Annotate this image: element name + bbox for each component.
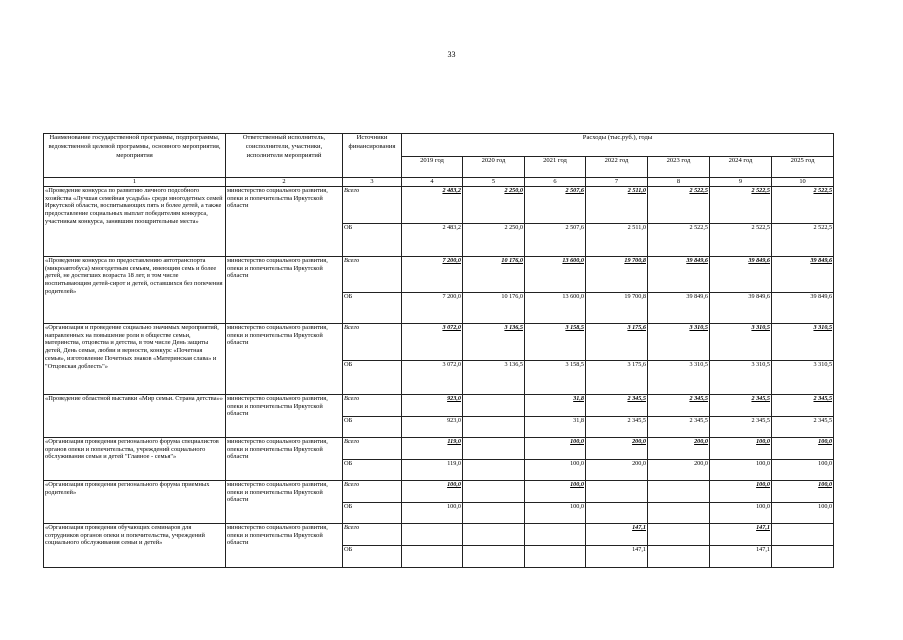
- ob-value: 923,0: [402, 416, 463, 437]
- total-value: 3 136,5: [463, 323, 525, 360]
- ob-value: 200,0: [648, 459, 710, 480]
- column-number: 9: [710, 178, 772, 187]
- ob-value: [648, 502, 710, 523]
- header-name: Наименование государственной программы, подпрограммы, ведомственной целевой программы, основного мероприятия, мероприятия: [44, 134, 226, 178]
- header-executor: Ответственный исполнитель, соисполнители, участники, исполнители мероприятий: [226, 134, 343, 178]
- page-number: 33: [447, 50, 456, 59]
- total-value: 147,1: [586, 523, 648, 545]
- ob-value: 7 200,0: [402, 292, 463, 323]
- ob-value: 3 158,5: [525, 360, 586, 394]
- total-value: 100,0: [402, 480, 463, 502]
- column-number: 1: [44, 178, 226, 187]
- table-row: [44, 394, 834, 416]
- column-number: 4: [402, 178, 463, 187]
- ob-value: 100,0: [772, 459, 834, 480]
- column-number: 7: [586, 178, 648, 187]
- total-value: 100,0: [772, 480, 834, 502]
- executor-name: министерство социального развития, опеки и попечительства Иркутской области: [226, 480, 343, 523]
- total-value: 2 345,5: [710, 394, 772, 416]
- table-body: [44, 186, 834, 567]
- total-value: 39 849,6: [772, 256, 834, 292]
- ob-value: 100,0: [525, 459, 586, 480]
- source-ob-label: ОБ: [343, 416, 402, 437]
- source-total-label: Всего: [343, 394, 402, 416]
- ob-value: 3 175,6: [586, 360, 648, 394]
- header-year: 2025 год: [772, 157, 834, 178]
- source-ob-label: ОБ: [343, 459, 402, 480]
- total-value: 100,0: [710, 480, 772, 502]
- total-value: 3 310,5: [710, 323, 772, 360]
- total-value: 2 345,5: [586, 394, 648, 416]
- total-value: 2 522,5: [772, 186, 834, 223]
- header-year: 2023 год: [648, 157, 710, 178]
- total-value: 2 522,5: [710, 186, 772, 223]
- activity-name: «Проведение областной выставки «Мир семьи. Страна детства»»: [44, 394, 226, 437]
- ob-value: [463, 416, 525, 437]
- executor-name: министерство социального развития, опеки и попечительства Иркутской области: [226, 186, 343, 256]
- header-year: 2021 год: [525, 157, 586, 178]
- activity-name: «Организация и проведение социально значимых мероприятий, направленных на повышение роли в обществе семьи, материнства, отцовства и детства, в том числе День защиты детей, День семьи, любви и верности, конкурс «Почетная семья», изготовление Почетных знаков «Материнская слава» и "Отцовская доблесть"»: [44, 323, 226, 394]
- total-value: 2 483,2: [402, 186, 463, 223]
- total-value: 10 176,0: [463, 256, 525, 292]
- activity-name: «Проведение конкурса по предоставлению автотранспорта (микроавтобуса) многодетным семьям, имеющим семь и более детей, не достигших возраста 18 лет, в том числе воспитывающим детей-сирот и детей, оставшихся без попечения родителей»: [44, 256, 226, 323]
- total-value: 2 345,5: [648, 394, 710, 416]
- activity-name: «Организация проведения регионального форума приемных родителей»: [44, 480, 226, 523]
- ob-value: 119,0: [402, 459, 463, 480]
- total-value: [402, 523, 463, 545]
- ob-value: 2 345,5: [710, 416, 772, 437]
- ob-value: [402, 545, 463, 567]
- ob-value: 19 700,8: [586, 292, 648, 323]
- source-ob-label: ОБ: [343, 292, 402, 323]
- ob-value: 2 522,5: [648, 223, 710, 256]
- table-row: [44, 437, 834, 459]
- ob-value: [772, 545, 834, 567]
- header-year: 2020 год: [463, 157, 525, 178]
- total-value: 200,0: [648, 437, 710, 459]
- ob-value: 2 522,5: [772, 223, 834, 256]
- ob-value: [525, 545, 586, 567]
- total-value: 3 158,5: [525, 323, 586, 360]
- total-value: 3 310,5: [772, 323, 834, 360]
- total-value: 2 345,5: [772, 394, 834, 416]
- ob-value: 2 522,5: [710, 223, 772, 256]
- ob-value: 3 072,0: [402, 360, 463, 394]
- source-ob-label: ОБ: [343, 545, 402, 567]
- source-ob-label: ОБ: [343, 223, 402, 256]
- header-source: Источники финансирования: [343, 134, 402, 178]
- ob-value: [463, 502, 525, 523]
- ob-value: 3 310,5: [648, 360, 710, 394]
- column-number: 2: [226, 178, 343, 187]
- total-value: 13 600,0: [525, 256, 586, 292]
- budget-table: [43, 133, 834, 568]
- total-value: [648, 523, 710, 545]
- total-value: 923,0: [402, 394, 463, 416]
- total-value: 2 250,0: [463, 186, 525, 223]
- ob-value: 31,8: [525, 416, 586, 437]
- header-row: [44, 134, 834, 157]
- ob-value: 147,1: [586, 545, 648, 567]
- ob-value: 13 600,0: [525, 292, 586, 323]
- ob-value: 2 250,0: [463, 223, 525, 256]
- executor-name: министерство социального развития, опеки и попечительства Иркутской области: [226, 256, 343, 323]
- total-value: [463, 480, 525, 502]
- activity-name: «Организация проведения регионального форума специалистов органов опеки и попечительства, учреждений социального обслуживания семьи и детей "Главное - семья"»: [44, 437, 226, 480]
- total-value: [463, 437, 525, 459]
- total-value: 100,0: [710, 437, 772, 459]
- ob-value: [463, 545, 525, 567]
- source-total-label: Всего: [343, 523, 402, 545]
- table-row: [44, 480, 834, 502]
- header-expenses: Расходы (тыс.руб.), годы: [402, 134, 834, 157]
- ob-value: [648, 545, 710, 567]
- executor-name: министерство социального развития, опеки и попечительства Иркутской области: [226, 394, 343, 437]
- ob-value: 2 345,5: [586, 416, 648, 437]
- source-total-label: Всего: [343, 186, 402, 223]
- ob-value: 100,0: [710, 502, 772, 523]
- column-number: 5: [463, 178, 525, 187]
- executor-name: министерство социального развития, опеки и попечительства Иркутской области: [226, 523, 343, 567]
- total-value: 2 507,6: [525, 186, 586, 223]
- ob-value: 100,0: [402, 502, 463, 523]
- activity-name: «Организация проведения обучающих семинаров для сотрудников органов опеки и попечительства, учреждений социального обслуживания семьи и детей»: [44, 523, 226, 567]
- total-value: [463, 394, 525, 416]
- total-value: 19 700,8: [586, 256, 648, 292]
- ob-value: 39 849,6: [648, 292, 710, 323]
- total-value: 3 072,0: [402, 323, 463, 360]
- ob-value: 2 483,2: [402, 223, 463, 256]
- ob-value: 2 345,5: [648, 416, 710, 437]
- total-value: 7 200,0: [402, 256, 463, 292]
- executor-name: министерство социального развития, опеки и попечительства Иркутской области: [226, 437, 343, 480]
- total-value: 100,0: [772, 437, 834, 459]
- column-number: 3: [343, 178, 402, 187]
- total-value: [463, 523, 525, 545]
- total-value: 39 849,6: [710, 256, 772, 292]
- total-value: [586, 480, 648, 502]
- column-number: 6: [525, 178, 586, 187]
- total-value: 100,0: [525, 480, 586, 502]
- table-row: [44, 523, 834, 545]
- table-row: [44, 323, 834, 360]
- source-total-label: Всего: [343, 480, 402, 502]
- ob-value: [463, 459, 525, 480]
- total-value: 3 310,5: [648, 323, 710, 360]
- ob-value: [586, 502, 648, 523]
- ob-value: 3 310,5: [710, 360, 772, 394]
- ob-value: 100,0: [710, 459, 772, 480]
- total-value: 200,0: [586, 437, 648, 459]
- column-number: 10: [772, 178, 834, 187]
- activity-name: «Проведение конкурса по развитию личного подсобного хозяйства «Лучшая семейная усадьба» среди многодетных семей Иркутской области, воспитывающих пять и более детей, а также предоставление социальных выплат победителям конкурса, участникам конкурса, занявшим поощрительные места»: [44, 186, 226, 256]
- ob-value: 2 345,5: [772, 416, 834, 437]
- ob-value: 39 849,6: [710, 292, 772, 323]
- ob-value: 200,0: [586, 459, 648, 480]
- column-number-row: [44, 178, 834, 187]
- total-value: [772, 523, 834, 545]
- column-number: 8: [648, 178, 710, 187]
- ob-value: 100,0: [525, 502, 586, 523]
- source-ob-label: ОБ: [343, 502, 402, 523]
- ob-value: 10 176,0: [463, 292, 525, 323]
- executor-name: министерство социального развития, опеки и попечительства Иркутской области: [226, 323, 343, 394]
- source-total-label: Всего: [343, 256, 402, 292]
- table-row: [44, 256, 834, 292]
- total-value: 3 175,6: [586, 323, 648, 360]
- source-ob-label: ОБ: [343, 360, 402, 394]
- source-total-label: Всего: [343, 323, 402, 360]
- total-value: 2 511,0: [586, 186, 648, 223]
- ob-value: 39 849,6: [772, 292, 834, 323]
- header-year: 2022 год: [586, 157, 648, 178]
- ob-value: 100,0: [772, 502, 834, 523]
- ob-value: 2 511,0: [586, 223, 648, 256]
- header-year: 2024 год: [710, 157, 772, 178]
- total-value: 2 522,5: [648, 186, 710, 223]
- total-value: 39 849,6: [648, 256, 710, 292]
- total-value: [525, 523, 586, 545]
- total-value: [648, 480, 710, 502]
- ob-value: 147,1: [710, 545, 772, 567]
- source-total-label: Всего: [343, 437, 402, 459]
- total-value: 100,0: [525, 437, 586, 459]
- total-value: 119,0: [402, 437, 463, 459]
- ob-value: 3 310,5: [772, 360, 834, 394]
- total-value: 31,8: [525, 394, 586, 416]
- ob-value: 2 507,6: [525, 223, 586, 256]
- header-year: 2019 год: [402, 157, 463, 178]
- table-row: [44, 186, 834, 223]
- total-value: 147,1: [710, 523, 772, 545]
- ob-value: 3 136,5: [463, 360, 525, 394]
